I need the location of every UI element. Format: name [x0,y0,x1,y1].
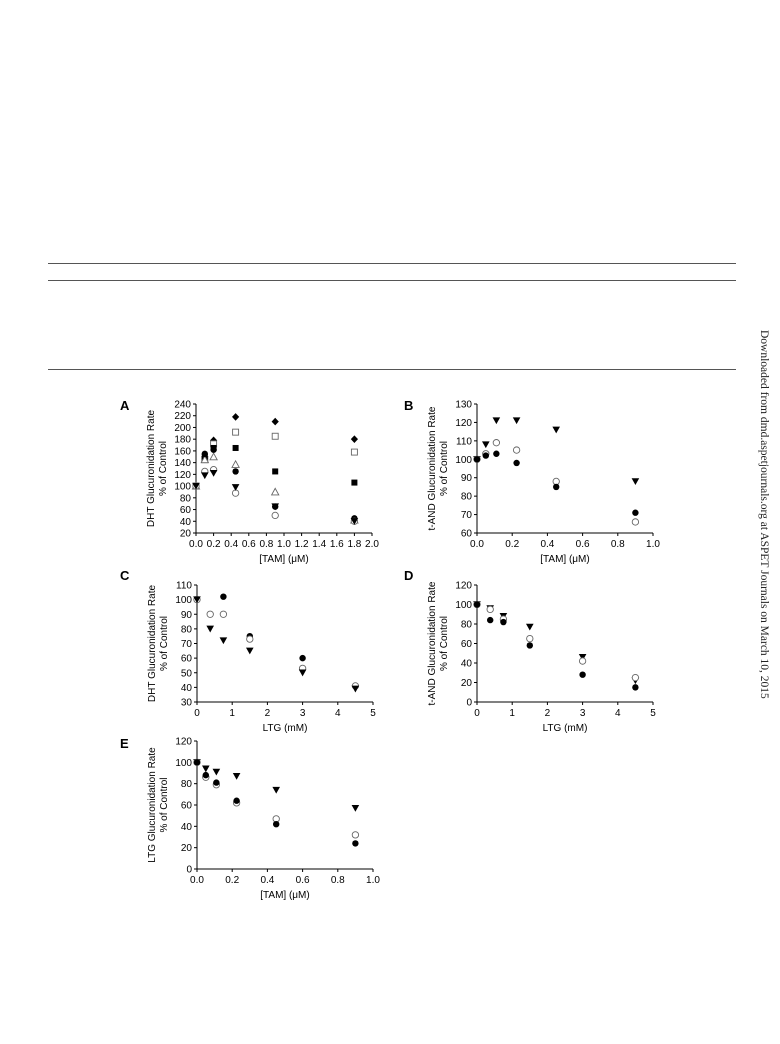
panel-letter: C [120,568,130,583]
y-axis-title: DHT Glucuronidation Rate [146,409,157,528]
data-point [233,798,239,804]
x-tick-label: 0.8 [330,875,345,886]
y-tick-label: 110 [176,580,192,592]
panel-letter: E [120,736,129,751]
y-tick-label: 100 [175,757,192,769]
x-tick-label: 0.6 [575,539,590,550]
y-tick-label: 130 [455,399,472,411]
x-tick-label: 0 [474,708,480,719]
x-tick-label: 0.2 [206,539,221,550]
y-tick-label: 40 [460,658,472,670]
y-tick-label: 100 [455,600,472,611]
y-tick-label: 50 [180,668,192,680]
y-axis-title: t-AND Glucuronidation Rate [427,581,438,706]
y-tick-label: 60 [180,800,192,812]
data-point [233,773,241,780]
x-tick-label: 1 [229,708,235,719]
data-point [194,759,200,765]
y-tick-label: 100 [174,481,191,493]
y-tick-label: 40 [180,821,192,833]
x-tick-label: 4 [615,708,621,719]
y-tick-label: 240 [174,399,191,411]
y-tick-label: 180 [174,434,191,446]
y-axis-subtitle: % of Control [159,777,170,833]
y-tick-label: 80 [460,491,472,503]
y-tick-label: 220 [174,411,191,423]
y-tick-label: 0 [466,697,472,709]
x-tick-label: 0.0 [190,875,204,886]
y-axis-subtitle: % of Control [158,440,169,497]
data-point [213,769,221,776]
download-watermark: Downloaded from dmd.aspetjournals.org at ASPET Journals on March 10, 2015 [758,330,770,699]
data-point [213,779,219,785]
y-axis-subtitle: % of Control [439,440,450,497]
y-tick-label: 20 [179,528,191,540]
y-tick-label: 60 [460,639,472,650]
y-tick-label: 100 [175,595,192,607]
x-tick-label: 2.0 [365,539,379,550]
y-tick-label: 120 [174,469,191,481]
y-tick-label: 160 [174,446,191,458]
x-tick-label: 1.6 [329,539,344,550]
y-tick-label: 80 [460,619,472,631]
x-tick-label: 1 [509,708,515,719]
x-tick-label: 1.0 [366,875,380,886]
y-tick-label: 0 [186,864,192,876]
x-tick-label: 1.2 [294,539,309,550]
y-axis-title: t-AND Glucuronidation Rate [427,406,438,531]
x-tick-label: 1.4 [312,539,327,550]
y-tick-label: 110 [456,436,472,448]
x-tick-label: 0.4 [540,539,555,550]
x-tick-label: 4 [335,708,341,719]
y-tick-label: 20 [180,843,192,855]
x-tick-label: 5 [370,708,376,719]
data-point [202,766,210,773]
y-tick-label: 90 [460,473,472,485]
y-tick-label: 40 [179,516,191,528]
x-axis-title: LTG (mM) [542,723,588,734]
data-point [352,840,358,846]
x-axis-title: [TAM] (μM) [259,554,309,565]
y-tick-label: 20 [460,678,472,689]
x-tick-label: 0.6 [241,539,256,550]
data-series-filled-circle [194,759,359,846]
y-tick-label: 80 [179,493,191,505]
y-tick-label: 80 [180,624,192,636]
x-tick-label: 5 [650,708,656,719]
y-tick-label: 100 [455,454,472,466]
y-tick-label: 80 [180,779,192,791]
y-tick-label: 30 [180,697,192,709]
x-axis-title: [TAM] (μM) [540,554,590,565]
data-point [203,772,209,778]
y-tick-label: 60 [460,528,472,540]
data-point [352,832,358,838]
x-tick-label: 1.8 [347,539,362,550]
x-tick-label: 3 [579,708,586,719]
x-tick-label: 0 [194,708,200,719]
x-axis-title: LTG (mM) [262,723,308,734]
y-axis-title: DHT Glucuronidation Rate [147,584,158,703]
x-tick-label: 2 [264,708,271,719]
x-tick-label: 1.0 [277,539,291,550]
x-axis-title: [TAM] (μM) [260,890,310,901]
x-tick-label: 0.2 [505,539,520,550]
y-tick-label: 140 [174,458,191,470]
y-tick-label: 70 [180,639,192,650]
x-tick-label: 0.8 [610,539,625,550]
y-tick-label: 60 [179,505,191,517]
x-tick-label: 0.0 [470,539,484,550]
x-tick-label: 3 [299,708,306,719]
y-tick-label: 70 [460,510,472,522]
x-tick-label: 0.6 [295,875,310,886]
y-tick-label: 40 [180,682,192,694]
data-point [352,805,360,812]
y-axis-subtitle: % of Control [439,615,450,672]
y-tick-label: 120 [455,417,472,429]
y-tick-label: 200 [174,422,191,434]
panel-letter: B [404,398,414,413]
y-axis-subtitle: % of Control [159,615,170,672]
panel-letter: A [120,398,130,413]
x-tick-label: 0.4 [260,875,275,886]
y-tick-label: 120 [455,580,472,592]
x-tick-label: 0.8 [259,539,274,550]
y-axis-title: LTG Glucuronidation Rate [147,747,158,863]
y-tick-label: 120 [175,736,192,748]
x-tick-label: 1.0 [646,539,660,550]
x-tick-label: 0.0 [189,539,203,550]
x-tick-label: 0.2 [225,875,240,886]
data-point [273,821,279,827]
y-tick-label: 60 [180,653,192,665]
panel-letter: D [404,568,414,583]
x-tick-label: 0.4 [224,539,239,550]
x-tick-label: 2 [544,708,551,719]
y-tick-label: 90 [180,609,192,621]
data-point [272,787,280,794]
